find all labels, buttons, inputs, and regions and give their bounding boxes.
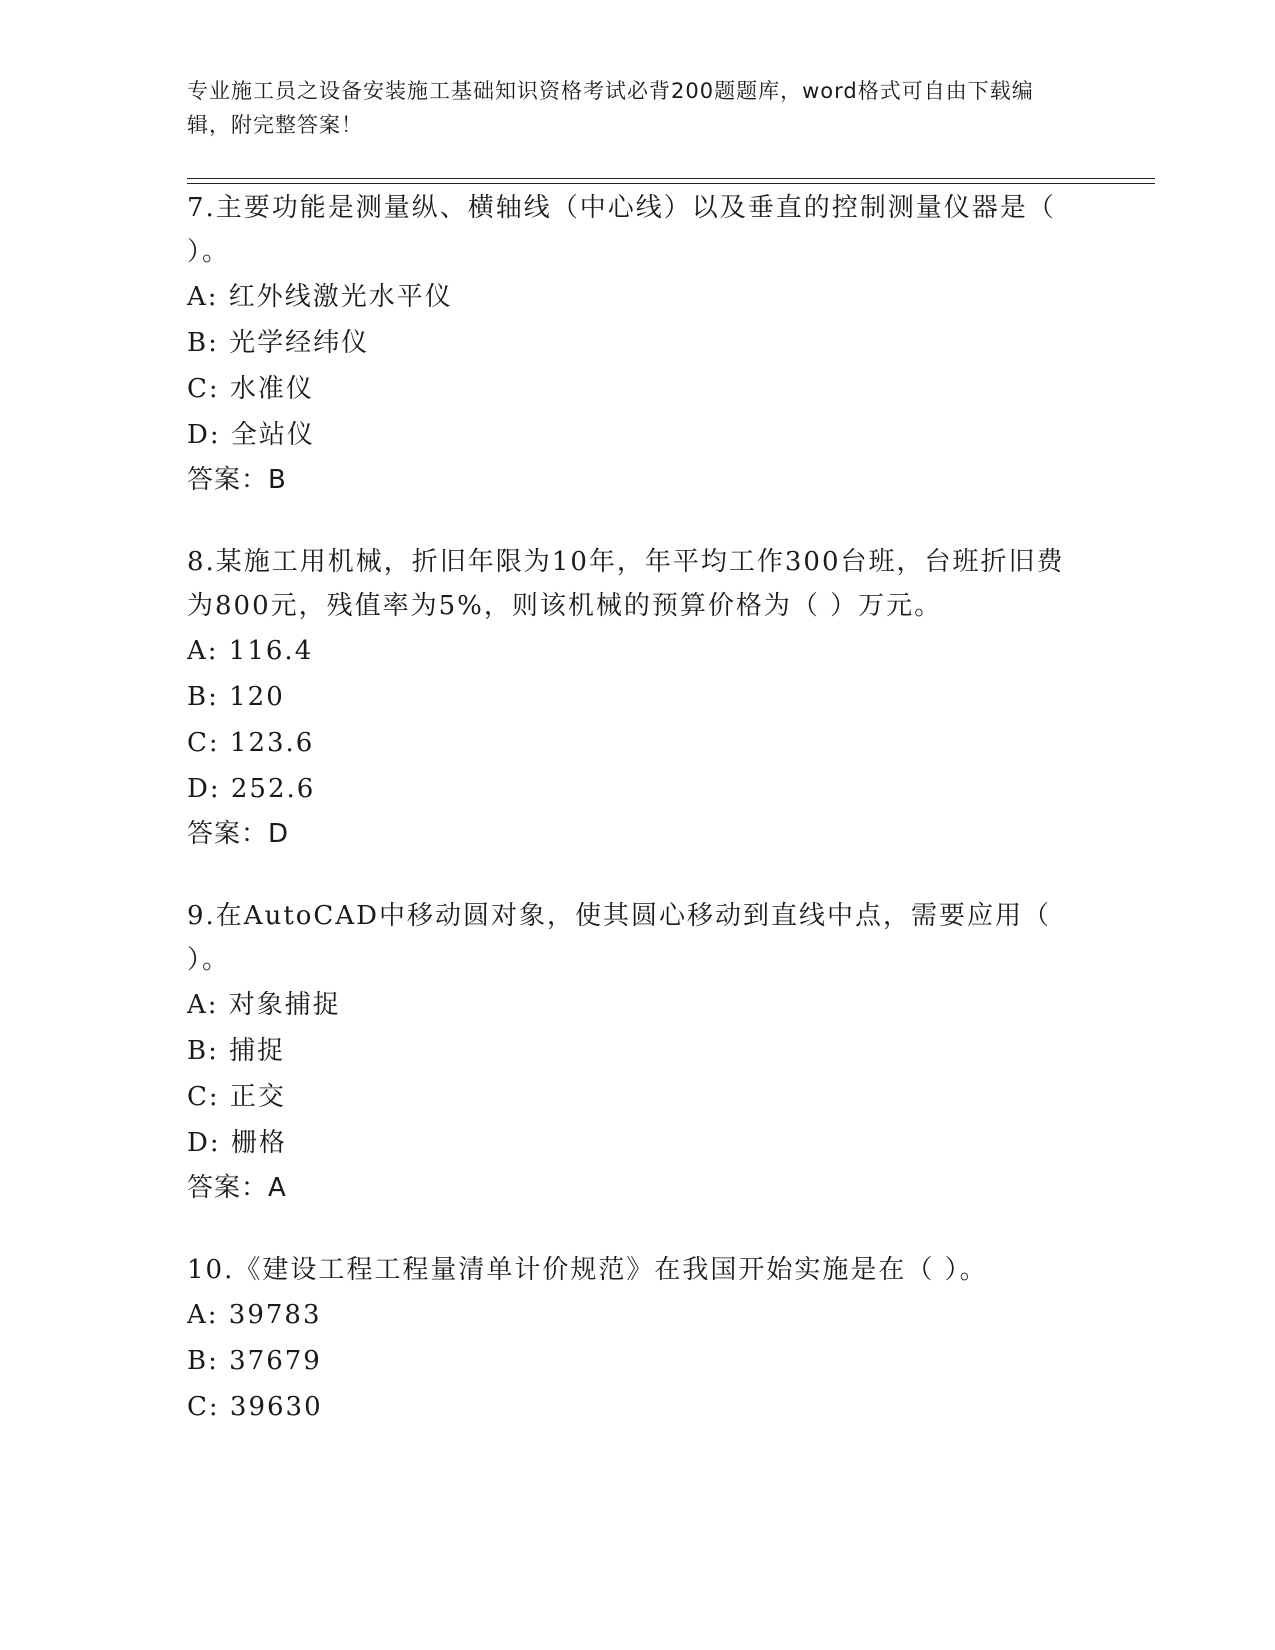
question-text: 8.某施工用机械，折旧年限为10年，年平均工作300台班，台班折旧费为800元，残值率为5%，则该机械的预算价格为（ ）万元。: [187, 547, 1065, 621]
option-a: A: 39783: [187, 1300, 322, 1330]
answer: 答案：B: [187, 465, 287, 495]
question-text: 10.《建设工程工程量清单计价规范》在我国开始实施是在（ ）。: [187, 1255, 988, 1285]
question-list: [187, 186, 1087, 1468]
option-b: B: 37679: [187, 1346, 322, 1376]
header-rule-top: [187, 178, 1155, 179]
answer: 答案：A: [187, 1173, 287, 1203]
option-a: A: 红外线激光水平仪: [187, 282, 453, 312]
option-d: D: 252.6: [187, 774, 316, 804]
option-c: C: 水准仪: [187, 374, 314, 404]
question-9: [187, 894, 1087, 1210]
option-c: C: 123.6: [187, 728, 315, 758]
option-d: D: 全站仪: [187, 420, 315, 450]
option-d: D: 栅格: [187, 1128, 287, 1158]
option-c: C: 39630: [187, 1392, 323, 1422]
question-8: [187, 540, 1087, 856]
header-rule-bottom: [187, 183, 1155, 184]
option-c: C: 正交: [187, 1082, 286, 1112]
answer: 答案：D: [187, 819, 290, 849]
question-10: [187, 1248, 1087, 1430]
option-a: A: 对象捕捉: [187, 990, 341, 1020]
option-b: B: 光学经纬仪: [187, 328, 370, 358]
option-a: A: 116.4: [187, 636, 314, 666]
question-text: 9.在AutoCAD中移动圆对象，使其圆心移动到直线中点，需要应用（ ）。: [187, 901, 1051, 975]
question-7: [187, 186, 1087, 502]
question-text: 7.主要功能是测量纵、横轴线（中心线）以及垂直的控制测量仪器是（ ）。: [187, 193, 1056, 267]
option-b: B: 捕捉: [187, 1036, 286, 1066]
option-b: B: 120: [187, 682, 285, 712]
document-title: 专业施工员之设备安装施工基础知识资格考试必背200题题库，word格式可自由下载编辑，附完整答案！: [187, 79, 1034, 137]
